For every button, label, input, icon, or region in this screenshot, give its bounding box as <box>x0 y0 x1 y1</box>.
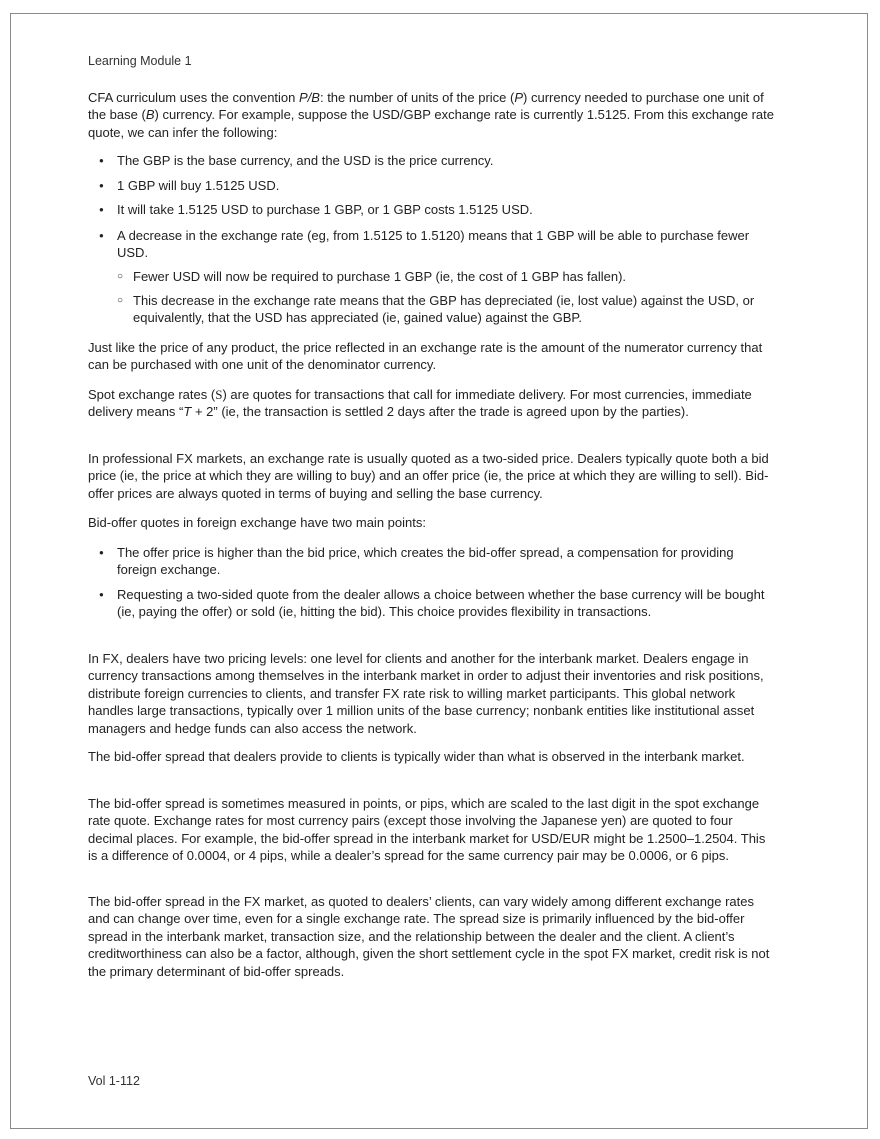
intro-paragraph: CFA curriculum uses the convention P/B: the number of units of the price (P) currency needed to purchase one unit of the base (B) currency. For example, suppose the USD/GBP exchange rate is currently 1.5125. From this exchange rate quote, we can infer the following: <box>88 90 774 140</box>
paragraph-bidoffer-intro: Bid-offer quotes in foreign exchange have two main points: <box>88 515 426 530</box>
paragraph-professional: In professional FX markets, an exchange rate is usually quoted as a two-sided price. Dealers typically quote both a bid price (ie, the price at which they are willing to buy) and an offer price (ie, the price at which they are willing to sell). Bid-offer prices are always quoted in terms of buying and selling the base currency. <box>88 451 769 501</box>
list-item: ● Requesting a two-sided quote from the dealer allows a choice between whether the base currency will be bought (ie, paying the offer) or sold (ie, hitting the bid). This choice provides flexibility in transactions. <box>88 586 774 621</box>
paragraph-price: Just like the price of any product, the price reflected in an exchange rate is the amount of the numerator currency that can be purchased with one unit of the denominator currency. <box>88 340 763 373</box>
paragraph-spot: Spot exchange rates (S) are quotes for transactions that call for immediate delivery. For most currencies, immediate delivery means “T + 2” (ie, the transaction is settled 2 days after the trade is agreed upon by the parties). <box>88 387 752 420</box>
paragraph-clients: The bid-offer spread in the FX market, as quoted to dealers’ clients, can vary widely among different exchange rates and can change over time, even for a single exchange rate. The spread size is primarily influenced by the bid-offer spread in the interbank market, transaction size, and the relationship between the dealer and the client. A client’s creditworthiness can also be a factor, although, given the short settlement cycle in the spot FX market, credit risk is not the primary determinant of bid-offer spreads. <box>88 894 770 979</box>
list-item: ● A decrease in the exchange rate (eg, from 1.5125 to 1.5120) means that 1 GBP will be able to purchase fewer USD. <box>88 227 774 262</box>
list-item: ● 1 GBP will buy 1.5125 USD. <box>88 177 774 194</box>
running-header: Learning Module 1 <box>88 54 192 68</box>
paragraph-dealers: In FX, dealers have two pricing levels: one level for clients and another for the interbank market. Dealers engage in currency transactions among themselves in the interbank market in order to adjust their inventories and risk positions, distribute foreign currencies to clients, and transfer FX rate risk to willing market participants. This global network handles large transactions, typically over 1 million units of the base currency; nonbank entities like institutional asset managers and hedge funds can also access the network. <box>88 651 764 736</box>
list-item: ● It will take 1.5125 USD to purchase 1 GBP, or 1 GBP costs 1.5125 USD. <box>88 201 774 218</box>
page-number: Vol 1-112 <box>88 1074 140 1088</box>
sub-list-item: ○ This decrease in the exchange rate means that the GBP has depreciated (ie, lost value) against the USD, or equivalently, that the USD has appreciated (ie, gained value) against the GBP. <box>88 292 774 327</box>
sub-list-item: ○ Fewer USD will now be required to purchase 1 GBP (ie, the cost of 1 GBP has fallen). <box>88 268 774 285</box>
paragraph-wider-spread: The bid-offer spread that dealers provide to clients is typically wider than what is observed in the interbank market. <box>88 749 745 764</box>
paragraph-pips: The bid-offer spread is sometimes measured in points, or pips, which are scaled to the last digit in the spot exchange rate quote. Exchange rates for most currency pairs (except those involving the Japanese yen) are quoted to four decimal places. For example, the bid-offer spread in the interbank market for USD/EUR might be 1.2500–1.2504. This is a difference of 0.0004, or 4 pips, while a dealer’s spread for the same currency pair may be 0.0006, or 6 pips. <box>88 796 766 864</box>
list-item: ● The offer price is higher than the bid price, which creates the bid-offer spread, a compensation for providing foreign exchange. <box>88 544 774 579</box>
list-item: ● The GBP is the base currency, and the USD is the price currency. <box>88 152 774 169</box>
